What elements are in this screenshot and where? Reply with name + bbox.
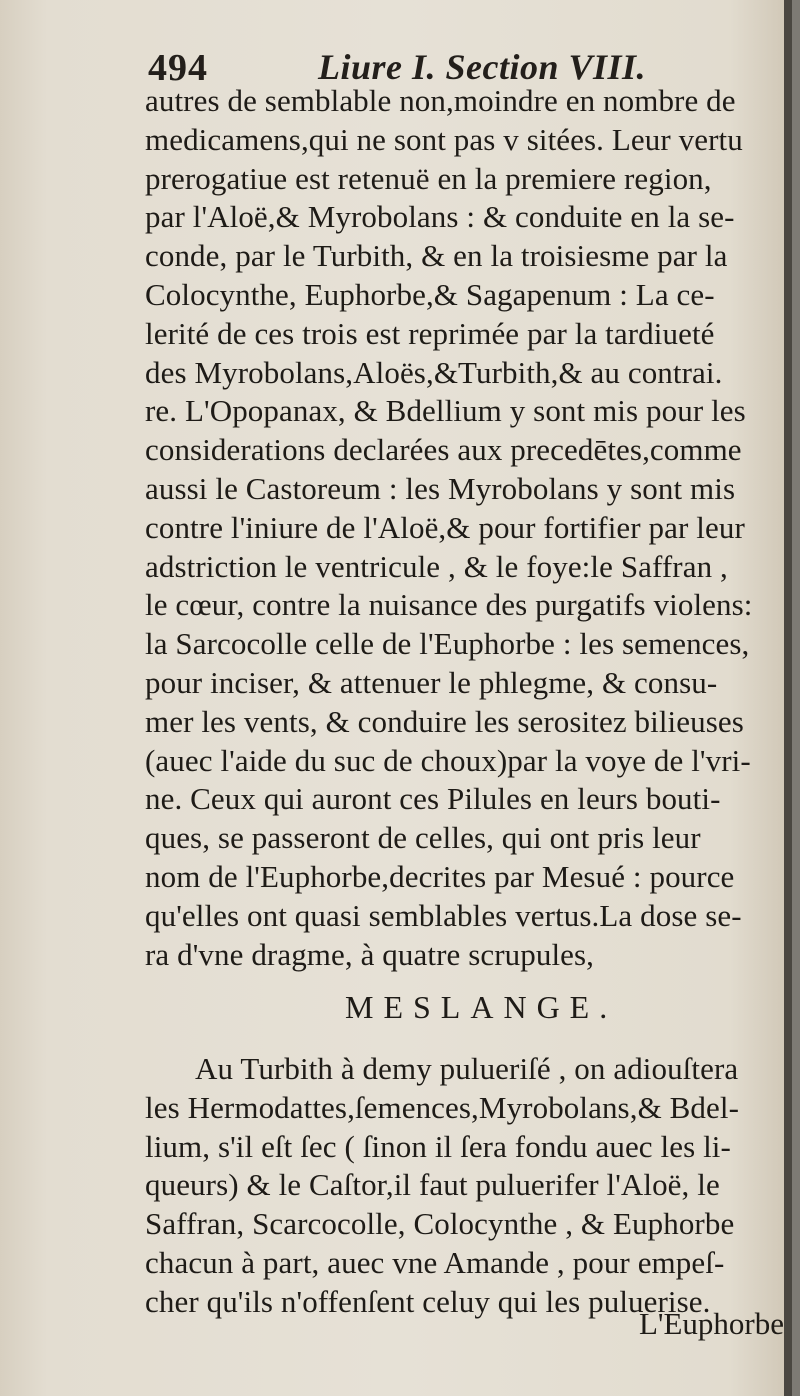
text-line: des Myrobolans,Aloës,&Turbith,& au contrai. — [145, 354, 723, 390]
text-line: conde, par le Turbith, & en la troisiesme par la — [145, 238, 728, 274]
text-line: adstriction le ventricule , & le foye:le Saffran , — [145, 548, 728, 584]
text-line: pour inciser, & attenuer le phlegme, & consu- — [145, 664, 718, 700]
text-line: (auec l'aide du suc de choux)par la voye de l'vri- — [145, 742, 751, 778]
text-line: qu'elles ont quasi semblables vertus.La dose se- — [145, 897, 742, 933]
text-line: ne. Ceux qui auront ces Pilules en leurs bouti- — [145, 781, 721, 817]
text-line: lium, s'il eſt ſec ( ſinon il ſera fondu auec les li- — [145, 1128, 731, 1164]
text-line: nom de l'Euphorbe,decrites par Mesué : pource — [145, 858, 735, 894]
text-line: ra d'vne dragme, à quatre scrupules, — [145, 936, 595, 972]
text-line: cher qu'ils n'offenſent celuy qui les puluerise. — [145, 1283, 711, 1319]
text-line: le cœur, contre la nuisance des purgatifs violens: — [145, 587, 753, 623]
section-title: MESLANGE. — [345, 989, 618, 1025]
text-line: queurs) & le Caſtor,il faut puluerifer l'Aloë, le — [145, 1167, 720, 1203]
text-line: contre l'iniure de l'Aloë,& pour fortifier par leur — [145, 509, 745, 545]
text-line: la Sarcocolle celle de l'Euphorbe : les semences, — [145, 626, 750, 662]
running-head: Liure I. Section VIII. — [318, 47, 647, 87]
text-line: re. L'Opopanax, & Bdellium y sont mis pour les — [145, 393, 746, 429]
text-line: prerogatiue est retenuë en la premiere region, — [145, 160, 712, 196]
text-line: considerations declarées aux precedētes,comme — [145, 432, 742, 468]
text-line: Au Turbith à demy pulueriſé , on adiouſtera — [195, 1051, 739, 1086]
text-line: aussi le Castoreum : les Myrobolans y sont mis — [145, 470, 736, 506]
second-text-block — [145, 1050, 792, 1322]
text-line: les Hermodattes,ſemences,Myrobolans,& Bdel- — [145, 1089, 740, 1125]
text-line: chacun à part, auec vne Amande , pour empeſ- — [145, 1244, 725, 1280]
text-line: Colocynthe, Euphorbe,& Sagapenum : La ce- — [145, 276, 715, 312]
text-line: autres de semblable non,moindre en nombre de — [145, 83, 736, 118]
text-line: mer les vents, & conduire les serositez bilieuses — [145, 703, 744, 739]
main-text-block — [145, 82, 792, 974]
text-line: par l'Aloë,& Myrobolans : & conduite en la se- — [145, 199, 735, 235]
page-number: 494 — [148, 47, 208, 89]
text-line: Saffran, Scarcocolle, Colocynthe , & Euphorbe — [145, 1206, 735, 1242]
catchword: L'Euphorbe — [638, 1306, 784, 1341]
text-line: ques, se passeront de celles, qui ont pris leur — [145, 820, 701, 856]
text-line: lerité de ces trois est reprimée par la tardiueté — [145, 315, 715, 351]
text-line: medicamens,qui ne sont pas v sitées. Leur vertu — [145, 121, 743, 157]
